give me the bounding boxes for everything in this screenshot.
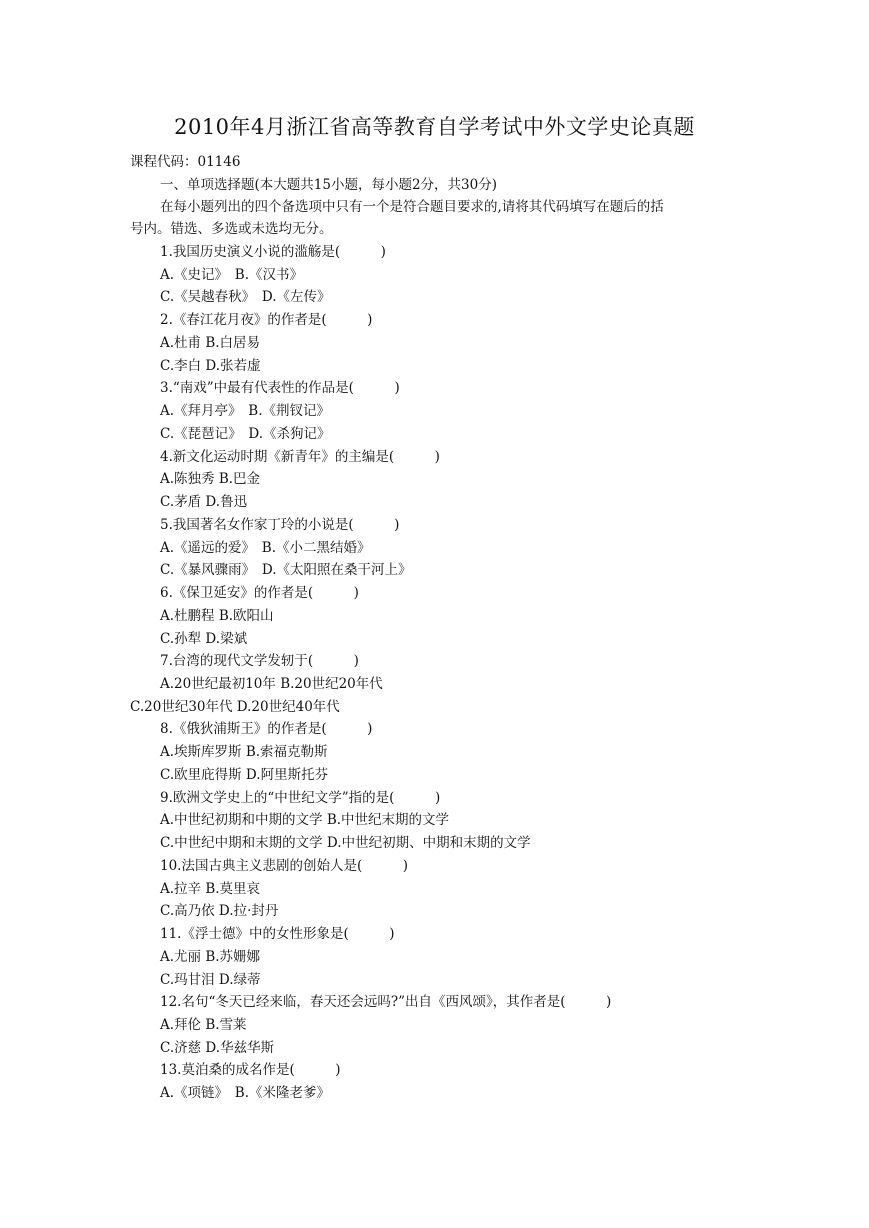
question-stem: 1.我国历史演义小说的滥觞是( ) — [160, 244, 386, 260]
question-stem: 4.新文化运动时期《新青年》的主编是( ) — [160, 449, 440, 465]
question-options: C.《琵琶记》 D.《杀狗记》 — [160, 426, 331, 442]
question-stem: 2.《春江花月夜》的作者是( ) — [160, 312, 373, 328]
question-options: C.《暴风骤雨》 D.《太阳照在桑干河上》 — [160, 562, 412, 578]
question-stem: 12.名句“冬天已经来临，春天还会远吗?”出自《西风颂》，其作者是( ) — [160, 994, 612, 1010]
question-stem: 9.欧洲文学史上的“中世纪文学”指的是( ) — [160, 790, 441, 806]
question-options: A.拉辛 B.莫里哀 — [160, 881, 261, 897]
question-options: C.济慈 D.华兹华斯 — [160, 1040, 275, 1056]
question-options: C.《吴越春秋》 D.《左传》 — [160, 289, 331, 305]
question-options: A.拜伦 B.雪莱 — [160, 1017, 247, 1033]
question-options: A.埃斯库罗斯 B.索福克勒斯 — [160, 744, 328, 760]
question-stem: 6.《保卫延安》的作者是( ) — [160, 585, 359, 601]
question-options: C.欧里庇得斯 D.阿里斯托芬 — [160, 767, 329, 783]
question-options: C.中世纪中期和末期的文学 D.中世纪初期、中期和末期的文学 — [160, 835, 531, 851]
question-stem: 5.我国著名女作家丁玲的小说是( ) — [160, 517, 400, 533]
question-options: A.《拜月亭》 B.《荆钗记》 — [160, 403, 331, 419]
instructions-line: 号内。错选、多选或未选均无分。 — [130, 221, 333, 237]
question-stem: 11.《浮士德》中的女性形象是( ) — [160, 926, 395, 942]
question-options: C.孙犁 D.梁斌 — [160, 631, 248, 647]
instructions-line: 在每小题列出的四个备选项中只有一个是符合题目要求的,请将其代码填写在题后的括 — [160, 199, 664, 215]
question-options: C.20世纪30年代 D.20世纪40年代 — [130, 699, 340, 715]
course-code: 课程代码：01146 — [130, 154, 241, 170]
question-options: A.陈独秀 B.巴金 — [160, 471, 261, 487]
question-options: C.李白 D.张若虚 — [160, 358, 261, 374]
question-options: A.尤丽 B.苏姗娜 — [160, 949, 261, 965]
question-options: A.《史记》 B.《汉书》 — [160, 267, 304, 283]
question-stem: 10.法国古典主义悲剧的创始人是( ) — [160, 858, 409, 874]
question-options: A.中世纪初期和中期的文学 B.中世纪末期的文学 — [160, 812, 450, 828]
question-options: A.杜鹏程 B.欧阳山 — [160, 608, 274, 624]
question-options: C.茅盾 D.鲁迅 — [160, 494, 248, 510]
question-options: A.20世纪最初10年 B.20世纪20年代 — [160, 676, 383, 692]
question-stem: 3.“南戏”中最有代表性的作品是( ) — [160, 380, 400, 396]
question-options: A.《项链》 B.《米隆老爹》 — [160, 1085, 331, 1101]
question-stem: 8.《俄狄浦斯王》的作者是( ) — [160, 721, 373, 737]
section-heading: 一、单项选择题(本大题共15小题，每小题2分，共30分) — [160, 177, 497, 193]
document-title: 2010年4月浙江省高等教育自学考试中外文学史论真题 — [174, 115, 695, 139]
question-options: C.高乃依 D.拉·封丹 — [160, 903, 279, 919]
question-options: A.《遥远的爱》 B.《小二黑结婚》 — [160, 540, 371, 556]
question-options: C.玛甘泪 D.绿蒂 — [160, 972, 261, 988]
question-stem: 13.莫泊桑的成名作是( ) — [160, 1062, 341, 1078]
question-stem: 7.台湾的现代文学发轫于( ) — [160, 653, 359, 669]
question-options: A.杜甫 B.白居易 — [160, 335, 261, 351]
